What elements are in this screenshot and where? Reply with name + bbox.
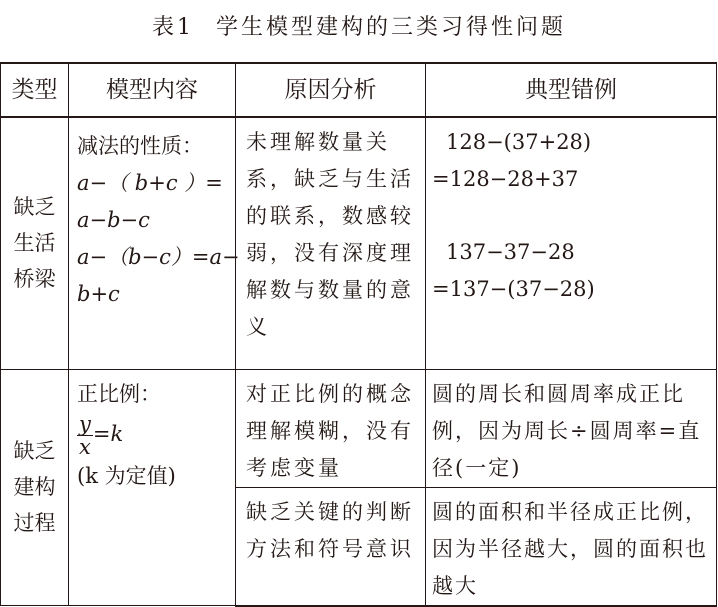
example-line: 128−(37+28) bbox=[446, 130, 592, 154]
content-line: a−b−c bbox=[77, 208, 150, 232]
type-cell bbox=[1, 369, 69, 606]
example-line: =128−28+37 bbox=[432, 167, 579, 191]
fraction-numerator: y bbox=[79, 411, 91, 436]
example-line: =137−(37−28) bbox=[432, 277, 595, 301]
reason-cell: 对正比例的概念理解模糊，没有考虑变量 bbox=[236, 369, 426, 487]
model-content-cell bbox=[69, 117, 240, 369]
example-line: 137−37−28 bbox=[446, 240, 575, 264]
content-line: (k 为定值) bbox=[77, 463, 176, 488]
fraction bbox=[77, 413, 93, 458]
content-line: 减法的性质： bbox=[77, 134, 203, 158]
type-line: 桥梁 bbox=[13, 267, 56, 292]
type-line: 缺乏 bbox=[13, 195, 56, 220]
formula-rhs: =k bbox=[92, 421, 124, 446]
type-line: 过程 bbox=[13, 511, 56, 536]
reason-cell: 缺乏关键的判断方法和符号意识 bbox=[236, 487, 426, 606]
content-line: b+c bbox=[77, 282, 120, 306]
reason-cell: 未理解数量关系，缺乏与生活的联系，数感较弱，没有深度理解数与数量的意义 bbox=[236, 117, 426, 369]
fraction-denominator: x bbox=[79, 434, 91, 459]
type-line: 建构 bbox=[13, 475, 56, 500]
table-row bbox=[1, 117, 717, 369]
header-type: 类型 bbox=[1, 63, 69, 117]
table-header-row bbox=[1, 63, 717, 117]
proportion-formula bbox=[77, 413, 229, 458]
caption-title: 学生模型建构的三类习得性问题 bbox=[215, 15, 566, 40]
model-content-cell bbox=[69, 369, 236, 606]
type-cell bbox=[1, 117, 69, 369]
type-line: 生活 bbox=[13, 231, 56, 256]
header-model-content: 模型内容 bbox=[69, 63, 236, 117]
example-cell bbox=[426, 117, 717, 369]
table-row bbox=[1, 369, 717, 487]
example-cell: 圆的面积和半径成正比例，因为半径越大，圆的面积也越大 bbox=[426, 487, 717, 606]
content-line: a−（ b+c ）= bbox=[77, 171, 223, 195]
example-cell: 圆的周长和圆周率成正比例，因为周长÷圆周率=直径(一定) bbox=[426, 369, 717, 487]
caption-number: 表1 bbox=[151, 15, 194, 40]
header-typical-error: 典型错例 bbox=[426, 63, 717, 117]
type-line: 缺乏 bbox=[13, 439, 56, 464]
table-caption bbox=[0, 10, 718, 41]
header-cause-analysis: 原因分析 bbox=[236, 63, 426, 117]
problem-table bbox=[0, 62, 717, 607]
content-line: 正比例： bbox=[77, 381, 161, 406]
content-line: a−（b−c）=a− bbox=[77, 245, 240, 269]
